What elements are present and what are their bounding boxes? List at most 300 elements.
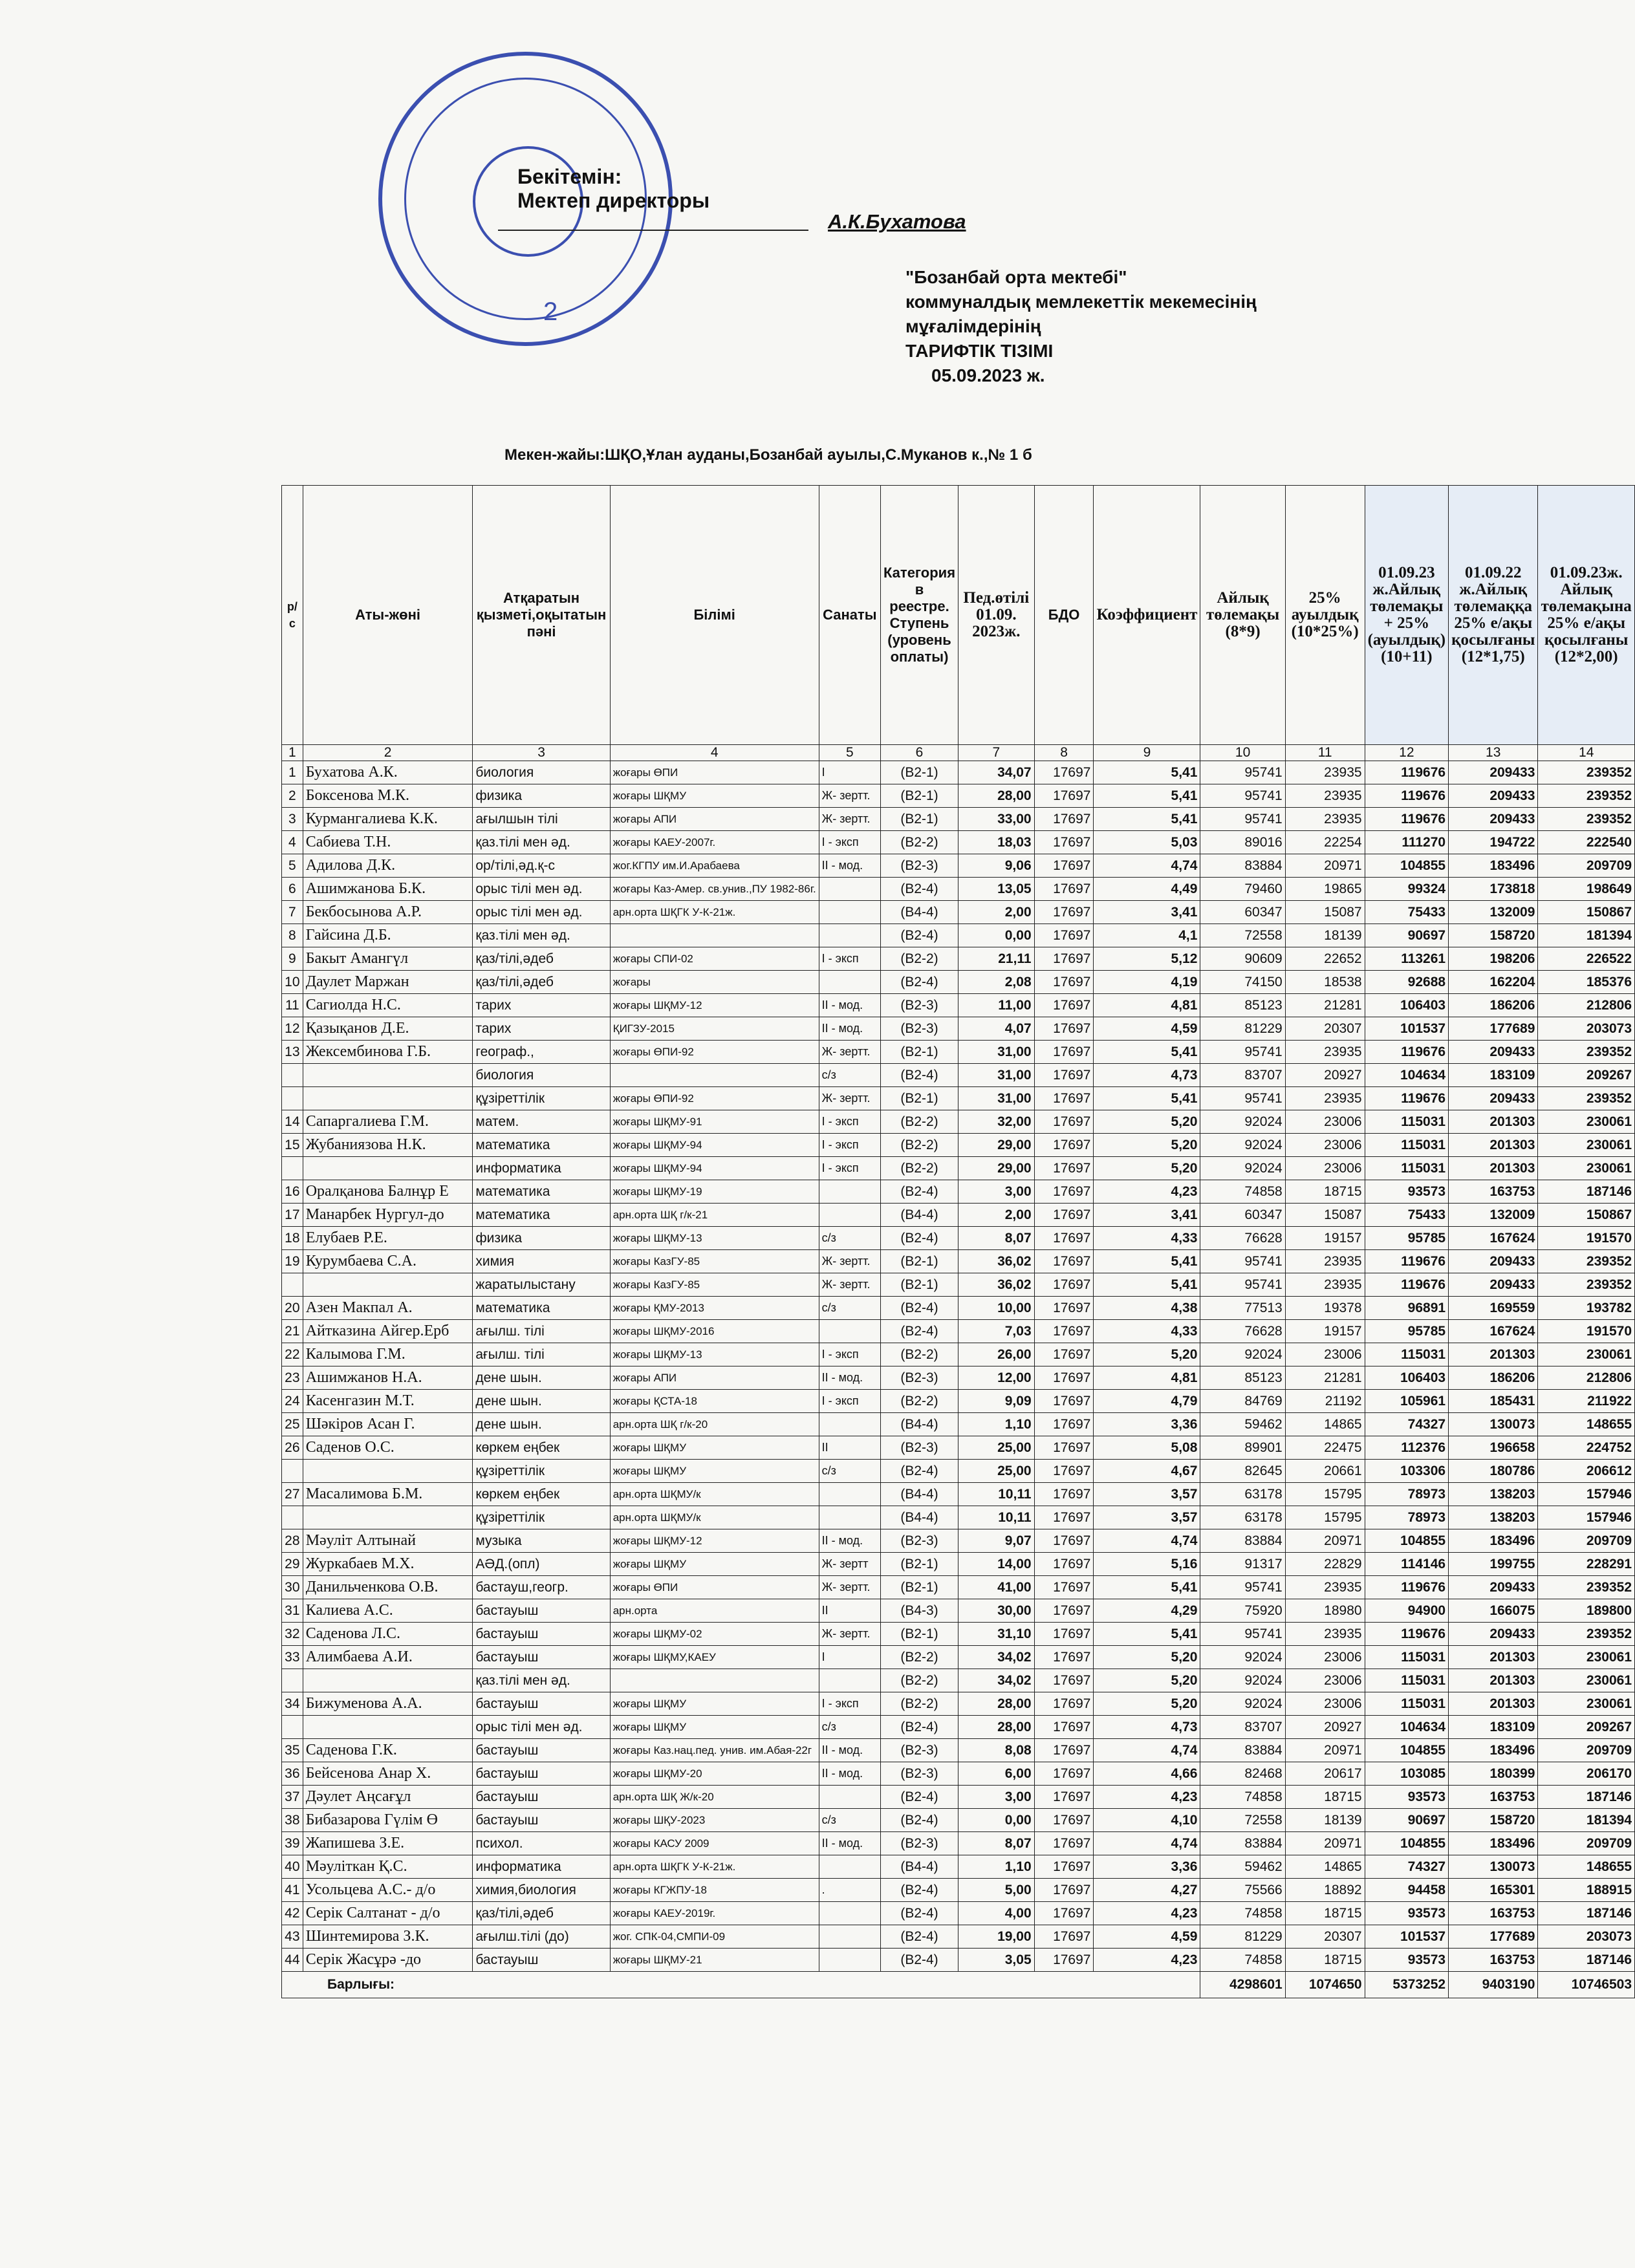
table-cell: жоғары ШҚМУ-13 — [610, 1343, 819, 1366]
total-value: 1074650 — [1285, 1972, 1365, 1998]
table-cell — [282, 1716, 303, 1739]
table-cell: (В2-4) — [880, 1460, 958, 1483]
table-cell: 0,00 — [958, 924, 1035, 947]
table-cell: 23935 — [1285, 1576, 1365, 1599]
table-cell: (В2-4) — [880, 1320, 958, 1343]
table-cell: 104634 — [1365, 1716, 1449, 1739]
table-row — [282, 1716, 1635, 1739]
table-cell: 138203 — [1449, 1483, 1538, 1506]
table-cell: 4,73 — [1094, 1716, 1200, 1739]
table-row — [282, 971, 1635, 994]
table-row — [282, 1273, 1635, 1297]
table-cell: І - эксп — [819, 1134, 880, 1157]
table-cell — [819, 1506, 880, 1529]
table-cell: 34 — [282, 1692, 303, 1716]
table-cell: (В2-1) — [880, 808, 958, 831]
table-cell: 115031 — [1365, 1134, 1449, 1157]
table-cell: 23935 — [1285, 1273, 1365, 1297]
table-cell: 230061 — [1538, 1646, 1635, 1669]
table-cell: Ж- зертт — [819, 1553, 880, 1576]
table-cell: 29 — [282, 1553, 303, 1576]
table-cell: 31,00 — [958, 1064, 1035, 1087]
table-cell: ағылш. тілі — [473, 1320, 610, 1343]
table-cell: 17697 — [1034, 1227, 1094, 1250]
table-cell: І - эксп — [819, 1110, 880, 1134]
table-cell: ҚИГЗУ-2015 — [610, 1017, 819, 1041]
table-cell: жоғары КАЕУ-2019г. — [610, 1902, 819, 1925]
table-cell: (В2-2) — [880, 1343, 958, 1366]
table-cell: 5,41 — [1094, 1273, 1200, 1297]
table-cell: Ж- зертт. — [819, 808, 880, 831]
table-cell: 203073 — [1538, 1017, 1635, 1041]
table-cell: І - эксп — [819, 831, 880, 854]
table-cell: (В4-3) — [880, 1599, 958, 1623]
table-cell: 4,23 — [1094, 1786, 1200, 1809]
table-cell: 112376 — [1365, 1436, 1449, 1460]
column-number: 12 — [1365, 745, 1449, 761]
table-cell: 239352 — [1538, 1576, 1635, 1599]
table-cell: ІІ - мод. — [819, 1832, 880, 1855]
table-cell: 163753 — [1449, 1180, 1538, 1204]
table-cell: жоғары АПИ — [610, 1366, 819, 1390]
table-cell: 75920 — [1200, 1599, 1285, 1623]
table-cell: (В4-4) — [880, 901, 958, 924]
table-cell: 17697 — [1034, 1739, 1094, 1762]
table-cell: (В2-1) — [880, 1087, 958, 1110]
table-cell: 75566 — [1200, 1879, 1285, 1902]
table-cell: дене шын. — [473, 1413, 610, 1436]
table-cell: 4,67 — [1094, 1460, 1200, 1483]
table-cell: І - эксп — [819, 1390, 880, 1413]
table-cell: (В2-4) — [880, 1297, 958, 1320]
table-cell: қаз.тілі мен әд. — [473, 924, 610, 947]
table-cell: . — [819, 1879, 880, 1902]
table-row — [282, 784, 1635, 808]
table-cell: Ж- зертт. — [819, 1273, 880, 1297]
table-cell: 199755 — [1449, 1553, 1538, 1576]
table-cell: 5,41 — [1094, 1041, 1200, 1064]
table-row — [282, 1599, 1635, 1623]
table-cell: 115031 — [1365, 1110, 1449, 1134]
table-cell: 224752 — [1538, 1436, 1635, 1460]
table-cell: (В2-3) — [880, 1739, 958, 1762]
table-cell: жоғары ӨПИ — [610, 1576, 819, 1599]
table-cell: химия — [473, 1250, 610, 1273]
table-cell: жоғары ШҚМУ — [610, 1436, 819, 1460]
table-cell: 17697 — [1034, 901, 1094, 924]
col-header: Пед.өтілі 01.09. 2023ж. — [958, 486, 1035, 745]
table-cell: Ж- зертт. — [819, 1087, 880, 1110]
table-cell: жоғары ҚСТА-18 — [610, 1390, 819, 1413]
table-cell: 4,07 — [958, 1017, 1035, 1041]
table-cell: 119676 — [1365, 1576, 1449, 1599]
table-cell: бастауыш — [473, 1739, 610, 1762]
table-cell: 230061 — [1538, 1110, 1635, 1134]
table-cell: 37 — [282, 1786, 303, 1809]
total-row — [282, 1972, 1635, 1998]
table-cell: 59462 — [1200, 1413, 1285, 1436]
table-cell: 95741 — [1200, 1041, 1285, 1064]
table-cell: Ашимжанова Б.К. — [303, 878, 473, 901]
table-row — [282, 1576, 1635, 1599]
table-cell: жоғары Каз-Амер. св.унив.,ПУ 1982-86г. — [610, 878, 819, 901]
table-cell: 41 — [282, 1879, 303, 1902]
table-cell: 5,16 — [1094, 1553, 1200, 1576]
table-cell: 23935 — [1285, 761, 1365, 784]
table-cell: (В2-1) — [880, 1250, 958, 1273]
table-cell: (В2-1) — [880, 1623, 958, 1646]
table-cell: 20 — [282, 1297, 303, 1320]
table-cell: (В2-1) — [880, 1576, 958, 1599]
table-cell: 230061 — [1538, 1692, 1635, 1716]
table-cell: (В2-2) — [880, 1157, 958, 1180]
table-cell: жоғары ШҚМУ — [610, 1716, 819, 1739]
table-row — [282, 1343, 1635, 1366]
table-cell: 3 — [282, 808, 303, 831]
table-cell: Дәулет Аңсағұл — [303, 1786, 473, 1809]
table-cell: 82645 — [1200, 1460, 1285, 1483]
table-cell: 74858 — [1200, 1786, 1285, 1809]
table-cell: жоғары КазГУ-85 — [610, 1250, 819, 1273]
table-cell: жоғары АПИ — [610, 808, 819, 831]
table-cell: бастауыш — [473, 1762, 610, 1786]
table-cell: Усольцева А.С.- д/о — [303, 1879, 473, 1902]
table-cell: 114146 — [1365, 1553, 1449, 1576]
table-cell: математика — [473, 1297, 610, 1320]
table-cell: 17697 — [1034, 1529, 1094, 1553]
table-cell: бастауыш — [473, 1949, 610, 1972]
table-row — [282, 1879, 1635, 1902]
table-cell: 5,41 — [1094, 761, 1200, 784]
table-cell: 20971 — [1285, 854, 1365, 878]
table-cell: қаз.тілі мен әд. — [473, 831, 610, 854]
table-row — [282, 1739, 1635, 1762]
table-cell: 150867 — [1538, 901, 1635, 924]
table-cell: 201303 — [1449, 1669, 1538, 1692]
table-cell: 228291 — [1538, 1553, 1635, 1576]
table-cell: 104855 — [1365, 1529, 1449, 1553]
table-cell: 11 — [282, 994, 303, 1017]
table-cell: 17697 — [1034, 1646, 1094, 1669]
table-cell: ор/тілі,әд.қ-с — [473, 854, 610, 878]
table-cell: 23006 — [1285, 1646, 1365, 1669]
table-cell: 17697 — [1034, 1110, 1094, 1134]
table-cell: с/з — [819, 1227, 880, 1250]
table-cell: көркем еңбек — [473, 1436, 610, 1460]
table-cell: жоғары ӨПИ — [610, 761, 819, 784]
table-cell — [819, 1855, 880, 1879]
table-cell: 72558 — [1200, 924, 1285, 947]
table-cell: 20971 — [1285, 1832, 1365, 1855]
table-cell: 17697 — [1034, 1436, 1094, 1460]
table-cell: Бижуменова А.А. — [303, 1692, 473, 1716]
table-cell: ІІ - мод. — [819, 854, 880, 878]
table-cell: 17697 — [1034, 1599, 1094, 1623]
table-cell: 18715 — [1285, 1949, 1365, 1972]
title-line: "Бозанбай орта мектебі" — [905, 267, 1127, 287]
table-cell — [819, 1483, 880, 1506]
table-cell: 173818 — [1449, 878, 1538, 901]
total-value: 5373252 — [1365, 1972, 1449, 1998]
table-cell: жоғары ШҚМУ-19 — [610, 1180, 819, 1204]
table-cell: Манарбек Нургул-до — [303, 1204, 473, 1227]
table-cell: 17697 — [1034, 947, 1094, 971]
table-cell: қаз/тілі,әдеб — [473, 971, 610, 994]
table-cell: І — [819, 1646, 880, 1669]
table-cell: жоғары ШҚМУ — [610, 1460, 819, 1483]
table-cell: (В2-1) — [880, 1553, 958, 1576]
table-cell — [303, 1087, 473, 1110]
table-cell — [819, 1320, 880, 1343]
table-cell: 17697 — [1034, 1762, 1094, 1786]
table-cell: Бекбосынова А.Р. — [303, 901, 473, 924]
table-cell: химия,биология — [473, 1879, 610, 1902]
table-cell: 36,02 — [958, 1250, 1035, 1273]
table-cell: 3,05 — [958, 1949, 1035, 1972]
table-cell: 157946 — [1538, 1483, 1635, 1506]
table-cell: 209433 — [1449, 808, 1538, 831]
table-cell: 89901 — [1200, 1436, 1285, 1460]
table-cell: ағылш.тілі (до) — [473, 1925, 610, 1949]
table-cell: 187146 — [1538, 1180, 1635, 1204]
table-cell — [819, 1786, 880, 1809]
table-cell — [610, 1064, 819, 1087]
table-cell: 83884 — [1200, 1529, 1285, 1553]
table-cell: жоғары ШҚУ-2023 — [610, 1809, 819, 1832]
table-cell: 28 — [282, 1529, 303, 1553]
table-cell: жоғары ШҚМУ — [610, 1692, 819, 1716]
table-cell: Ж- зертт. — [819, 1250, 880, 1273]
table-cell: (В2-1) — [880, 761, 958, 784]
table-cell: ІІ - мод. — [819, 1017, 880, 1041]
table-cell: 4,59 — [1094, 1017, 1200, 1041]
table-cell: математика — [473, 1204, 610, 1227]
table-cell: 185431 — [1449, 1390, 1538, 1413]
table-cell: 10 — [282, 971, 303, 994]
table-row — [282, 1390, 1635, 1413]
table-cell: 148655 — [1538, 1413, 1635, 1436]
table-cell: 15087 — [1285, 901, 1365, 924]
table-row — [282, 1809, 1635, 1832]
table-cell: 17697 — [1034, 1716, 1094, 1739]
table-cell: 83884 — [1200, 1832, 1285, 1855]
table-cell: 230061 — [1538, 1343, 1635, 1366]
table-cell: тарих — [473, 994, 610, 1017]
table-cell: Жексембинова Г.Б. — [303, 1041, 473, 1064]
column-number: 14 — [1538, 745, 1635, 761]
table-cell: Азен Макпал А. — [303, 1297, 473, 1320]
table-cell — [303, 1157, 473, 1180]
table-cell: 20617 — [1285, 1762, 1365, 1786]
total-value: 4298601 — [1200, 1972, 1285, 1998]
table-cell: қаз/тілі,әдеб — [473, 1902, 610, 1925]
table-cell: 198206 — [1449, 947, 1538, 971]
table-cell: 23006 — [1285, 1157, 1365, 1180]
table-cell: бастауыш — [473, 1599, 610, 1623]
table-cell: жоғары ШҚМУ-20 — [610, 1762, 819, 1786]
table-cell: 17697 — [1034, 1949, 1094, 1972]
table-cell: 93573 — [1365, 1949, 1449, 1972]
table-cell: 17697 — [1034, 784, 1094, 808]
table-cell: жоғары — [610, 971, 819, 994]
title-line: ТАРИФТІК ТІЗІМІ — [905, 341, 1054, 361]
table-cell: 239352 — [1538, 1623, 1635, 1646]
table-cell: 157946 — [1538, 1506, 1635, 1529]
table-cell: (В4-4) — [880, 1204, 958, 1227]
table-cell: 5,20 — [1094, 1157, 1200, 1180]
table-cell: 21192 — [1285, 1390, 1365, 1413]
table-cell: 25,00 — [958, 1460, 1035, 1483]
table-cell: (В4-4) — [880, 1413, 958, 1436]
table-cell: 40 — [282, 1855, 303, 1879]
table-cell: 32,00 — [958, 1110, 1035, 1134]
table-cell: 19157 — [1285, 1227, 1365, 1250]
table-cell: 201303 — [1449, 1157, 1538, 1180]
table-cell: (В2-4) — [880, 1716, 958, 1739]
table-cell: 4,23 — [1094, 1902, 1200, 1925]
table-cell: орыс тілі мен әд. — [473, 1716, 610, 1739]
table-cell: 21281 — [1285, 1366, 1365, 1390]
table-cell: 91317 — [1200, 1553, 1285, 1576]
table-cell: 132009 — [1449, 1204, 1538, 1227]
table-cell: 29,00 — [958, 1157, 1035, 1180]
table-cell: арн.орта ШҚ г/к-21 — [610, 1204, 819, 1227]
table-cell: 14 — [282, 1110, 303, 1134]
table-cell: 76628 — [1200, 1320, 1285, 1343]
table-cell: 5,20 — [1094, 1692, 1200, 1716]
table-cell: 22652 — [1285, 947, 1365, 971]
table-cell: 3,36 — [1094, 1855, 1200, 1879]
table-cell: 3,41 — [1094, 1204, 1200, 1227]
table-cell: 104855 — [1365, 854, 1449, 878]
table-cell: 79460 — [1200, 878, 1285, 901]
table-cell: дене шын. — [473, 1366, 610, 1390]
table-cell: 17697 — [1034, 1809, 1094, 1832]
table-cell: 181394 — [1538, 1809, 1635, 1832]
table-cell: 5,41 — [1094, 808, 1200, 831]
table-cell: 60347 — [1200, 1204, 1285, 1227]
column-number: 9 — [1094, 745, 1200, 761]
table-cell: музыка — [473, 1529, 610, 1553]
table-cell: жоғары ШҚМУ — [610, 1553, 819, 1576]
table-cell: 119676 — [1365, 1041, 1449, 1064]
table-cell: 17697 — [1034, 1576, 1094, 1599]
table-cell: Масалимова Б.М. — [303, 1483, 473, 1506]
table-cell: 106403 — [1365, 994, 1449, 1017]
table-cell: жоғары ШҚМУ-94 — [610, 1134, 819, 1157]
table-cell: 95785 — [1365, 1320, 1449, 1343]
table-cell: ІІ - мод. — [819, 994, 880, 1017]
table-cell: 6 — [282, 878, 303, 901]
table-cell: жоғары ҚМУ-2013 — [610, 1297, 819, 1320]
table-cell: бастауыш — [473, 1623, 610, 1646]
table-cell: орыс тілі мен әд. — [473, 901, 610, 924]
table-cell: Саденова Г.К. — [303, 1739, 473, 1762]
col-header: Білімі — [610, 486, 819, 745]
table-cell: 209709 — [1538, 1529, 1635, 1553]
table-row — [282, 1902, 1635, 1925]
table-row — [282, 1204, 1635, 1227]
table-cell: арн.орта ШҚМУ/к — [610, 1506, 819, 1529]
table-cell: 92024 — [1200, 1343, 1285, 1366]
table-cell: қаз/тілі,әдеб — [473, 947, 610, 971]
column-number: 8 — [1034, 745, 1094, 761]
column-number: 5 — [819, 745, 880, 761]
table-cell: жоғары ӨПИ-92 — [610, 1041, 819, 1064]
table-cell: 42 — [282, 1902, 303, 1925]
col-header: 25% ауылдық (10*25%) — [1285, 486, 1365, 745]
table-cell: 17697 — [1034, 1692, 1094, 1716]
column-number: 10 — [1200, 745, 1285, 761]
table-cell: 188915 — [1538, 1879, 1635, 1902]
table-cell: бастауыш — [473, 1809, 610, 1832]
table-cell: 78973 — [1365, 1506, 1449, 1529]
table-cell: 150867 — [1538, 1204, 1635, 1227]
table-cell: физика — [473, 1227, 610, 1250]
table-cell: 4,33 — [1094, 1320, 1200, 1343]
table-cell — [303, 1460, 473, 1483]
table-cell: қаз.тілі мен әд. — [473, 1669, 610, 1692]
table-cell: (В2-4) — [880, 1949, 958, 1972]
table-row — [282, 1366, 1635, 1390]
table-row — [282, 1087, 1635, 1110]
table-cell: 17697 — [1034, 1017, 1094, 1041]
table-cell: жог. СПК-04,СМПИ-09 — [610, 1925, 819, 1949]
table-cell: Адилова Д.К. — [303, 854, 473, 878]
table-cell: (В4-4) — [880, 1506, 958, 1529]
table-cell: Саденов О.С. — [303, 1436, 473, 1460]
table-row — [282, 1250, 1635, 1273]
table-cell: 92024 — [1200, 1669, 1285, 1692]
table-cell: 12 — [282, 1017, 303, 1041]
table-cell: Ж- зертт. — [819, 1576, 880, 1599]
table-row — [282, 1157, 1635, 1180]
table-cell: 92024 — [1200, 1157, 1285, 1180]
table-row — [282, 1134, 1635, 1157]
table-cell: 90697 — [1365, 1809, 1449, 1832]
table-cell: 17697 — [1034, 831, 1094, 854]
table-cell: жоғары ШҚМУ-2016 — [610, 1320, 819, 1343]
table-row — [282, 1832, 1635, 1855]
table-cell: 95741 — [1200, 1576, 1285, 1599]
table-cell: 30,00 — [958, 1599, 1035, 1623]
table-cell: (В2-3) — [880, 1366, 958, 1390]
table-cell: 239352 — [1538, 808, 1635, 831]
table-cell: 201303 — [1449, 1692, 1538, 1716]
table-cell: 201303 — [1449, 1134, 1538, 1157]
table-cell: 17697 — [1034, 1297, 1094, 1320]
table-cell: 14865 — [1285, 1855, 1365, 1879]
table-cell: 99324 — [1365, 878, 1449, 901]
table-cell: 31,00 — [958, 1041, 1035, 1064]
table-cell: 21 — [282, 1320, 303, 1343]
table-cell: 17697 — [1034, 1483, 1094, 1506]
table-cell: Данильченкова О.В. — [303, 1576, 473, 1599]
table-cell: 119676 — [1365, 1087, 1449, 1110]
table-cell: физика — [473, 784, 610, 808]
table-cell: (В2-3) — [880, 1436, 958, 1460]
table-cell: с/з — [819, 1297, 880, 1320]
table-cell: 18 — [282, 1227, 303, 1250]
table-cell: 4,27 — [1094, 1879, 1200, 1902]
table-cell — [819, 1204, 880, 1227]
table-cell: 23935 — [1285, 808, 1365, 831]
director-label: Мектеп директоры — [517, 189, 710, 212]
table-cell: 17697 — [1034, 878, 1094, 901]
table-cell: 119676 — [1365, 1273, 1449, 1297]
table-cell — [819, 1669, 880, 1692]
table-cell: ІІ - мод. — [819, 1739, 880, 1762]
